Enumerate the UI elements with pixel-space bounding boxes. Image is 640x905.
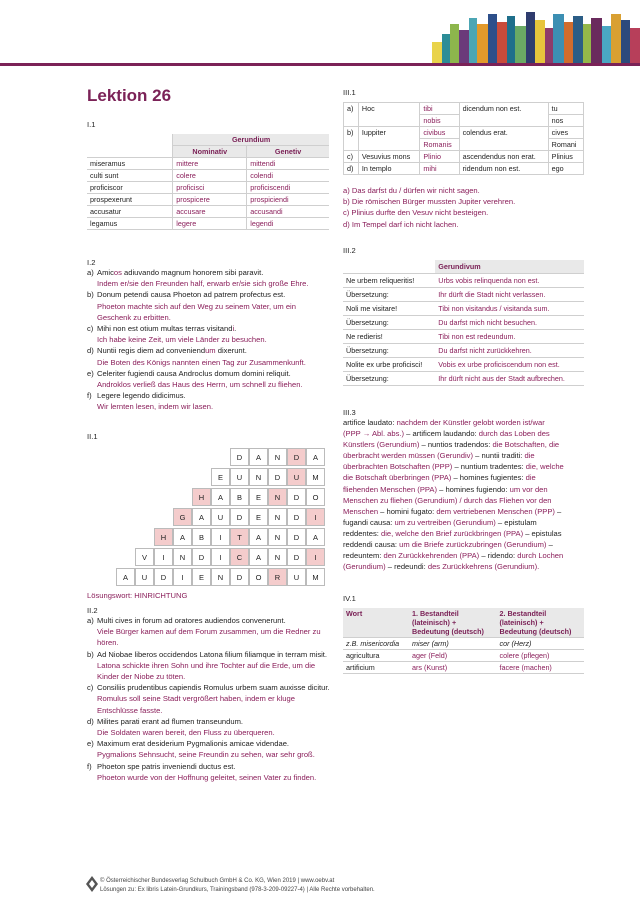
solution-word: Lösungswort: HINRICHTUNG bbox=[87, 591, 188, 600]
section-ii1 bbox=[87, 432, 98, 441]
latin-text: Donum petendi causa Phoeton ad patrem profectus est. bbox=[97, 290, 286, 300]
section-label: III.1 bbox=[343, 88, 356, 97]
translation: Wir lernten lesen, indem wir lasen. bbox=[97, 402, 214, 412]
grid-cell: C bbox=[230, 548, 249, 566]
row-letter: a) bbox=[344, 103, 359, 127]
latin-cell: Ne urbem reliqueritis! bbox=[343, 274, 435, 288]
section-label: IV.1 bbox=[343, 594, 356, 603]
gerundivum-table bbox=[343, 260, 584, 386]
publisher-logo-icon bbox=[86, 876, 98, 892]
text-line: Menschen zu fliehen (Gerundium) / durch das Fliehen vor den bbox=[343, 495, 552, 505]
list-item bbox=[87, 682, 332, 716]
translation: Androklos verließ das Haus des Herrn, um schnell zu fliehen. bbox=[97, 380, 303, 390]
grid-cell: R bbox=[268, 568, 287, 586]
source-line: Lösungen zu: Ex libris Latein-Grundkurs, Trainingsband (978-3-209-09227-4) | Alle Rechte vorbehalten. bbox=[100, 886, 375, 893]
table-group-header: Gerundium bbox=[173, 134, 329, 146]
text-line: Menschen – homini fugato: dem vertriebenen Menschen (PPP) – bbox=[343, 506, 562, 516]
highlight-ending: i bbox=[232, 324, 235, 334]
grid-cell: A bbox=[249, 528, 268, 546]
grid-cell: I bbox=[173, 568, 192, 586]
item-letter: d) bbox=[87, 346, 94, 356]
latin-text: Phoeton spe patris inveniendi ductus est. bbox=[97, 761, 236, 771]
grid-cell: I bbox=[211, 528, 230, 546]
verb-phrase: ascendendus non erat. bbox=[459, 151, 548, 163]
item-letter: b) bbox=[87, 290, 94, 300]
exercise-list bbox=[87, 615, 332, 783]
grid-cell: I bbox=[306, 548, 325, 566]
column-header: Nominativ bbox=[173, 146, 247, 158]
grid-cell: A bbox=[249, 548, 268, 566]
grid-cell: N bbox=[211, 568, 230, 586]
section-label: I.1 bbox=[87, 120, 96, 129]
row-letter: b) bbox=[344, 127, 359, 151]
grid-cell: N bbox=[173, 548, 192, 566]
latin-text: Multi cives in forum ad oratores audiendos convenerunt. bbox=[97, 616, 286, 625]
answer-cell: Du darfst mich nicht besuchen. bbox=[435, 316, 584, 330]
list-item bbox=[87, 615, 332, 649]
answer-cell: Urbs vobis relinquenda non est. bbox=[435, 274, 584, 288]
latin-text: Mihi non est otium multas terras visitand bbox=[97, 324, 233, 334]
grid-cell: D bbox=[287, 448, 306, 466]
grid-cell: D bbox=[230, 508, 249, 526]
grid-cell: A bbox=[249, 448, 268, 466]
list-item bbox=[87, 390, 332, 412]
latin-text: Amic bbox=[97, 268, 114, 277]
section-iii1 bbox=[343, 88, 585, 230]
list-item bbox=[87, 267, 332, 289]
answer-cell: Tibi non est redeundum. bbox=[435, 330, 584, 344]
translation-line: c) Plinius durfte den Vesuv nicht besteigen. bbox=[343, 208, 489, 218]
list-item bbox=[87, 345, 332, 367]
table-row bbox=[344, 151, 584, 163]
grid-cell: T bbox=[230, 528, 249, 546]
item-letter: c) bbox=[87, 324, 94, 334]
grid-cell: D bbox=[268, 468, 287, 486]
translation: Viele Bürger kamen auf dem Forum zusammen, um die Redner zu hören. bbox=[97, 627, 321, 648]
grid-cell: N bbox=[268, 508, 287, 526]
table-row: prospexerunt prospicere prospiciendi bbox=[87, 194, 329, 206]
text-line: fliehenden Menschen (PPA) – homines fugiendo: um vor den bbox=[343, 484, 548, 494]
grid-cell: U bbox=[211, 508, 230, 526]
table-row: culti sunt colere colendi bbox=[87, 170, 329, 182]
text-line: überbracht werden müssen (Gerundiv) – nuntii traditi: die bbox=[343, 451, 535, 461]
translation: Die Boten des Königs nannten einen Tag zur Zusammenkunft. bbox=[97, 357, 306, 367]
translation: Pygmalions Sehnsucht, seine Freundin zu sehen, war sehr groß. bbox=[97, 750, 315, 760]
latin-text: Ad Niobae liberos occidendos Latona filium filiamque in terram misit. bbox=[97, 649, 328, 659]
list-item bbox=[87, 323, 332, 345]
column-header: 1. Bestandteil (lateinisch) + Bedeutung (deutsch) bbox=[409, 608, 497, 638]
grid-cell: D bbox=[230, 448, 249, 466]
table-row bbox=[344, 127, 584, 139]
footer bbox=[100, 877, 375, 894]
table-row: accusatur accusare accusandi bbox=[87, 206, 329, 218]
latin-text: Celeriter fugiendi causa Androclus domum domini reliquit. bbox=[97, 368, 291, 378]
gerundium-table bbox=[87, 134, 329, 230]
translation: Phoeton machte sich auf den Weg zu seinem Vater, um ein Geschenk zu erbitten. bbox=[97, 301, 296, 322]
table-row bbox=[343, 302, 584, 316]
table-row: miseramus mittere mittendi bbox=[87, 158, 329, 170]
header-rule bbox=[0, 63, 640, 66]
text-line: redeuntem: den Zurückkehrenden (PPA) – ridendo: durch Lochen bbox=[343, 551, 564, 561]
answer-cell: Du darfst nicht zurückkehren. bbox=[435, 344, 584, 358]
paragraph bbox=[343, 417, 588, 572]
item-letter: e) bbox=[87, 368, 94, 378]
copyright-line: © Österreichischer Bundesverlag Schulbuch GmbH & Co. KG, Wien 2019 | www.oebv.at bbox=[100, 878, 335, 884]
dative: nobis bbox=[420, 115, 459, 127]
latin-text: adiuvando magnum honorem sibi paravit. bbox=[121, 268, 264, 277]
table-row bbox=[343, 358, 584, 372]
section-label: II.2 bbox=[87, 606, 98, 615]
translation: Phoeton wurde von der Hoffnung geleitet, seinen Vater zu finden. bbox=[97, 772, 317, 782]
grid-cell: G bbox=[173, 508, 192, 526]
subject: Iuppiter bbox=[358, 127, 419, 151]
latin-cell: Übersetzung: bbox=[343, 316, 435, 330]
grid-cell: V bbox=[135, 548, 154, 566]
nominative: cives bbox=[548, 127, 583, 139]
latin-cell: Ne redieris! bbox=[343, 330, 435, 344]
list-item bbox=[87, 738, 332, 760]
table-row: legamus legere legendi bbox=[87, 218, 329, 230]
latin-text: Milites parati erant ad flumen transeundum. bbox=[97, 716, 244, 726]
grid-cell: U bbox=[287, 468, 306, 486]
text-line: (PPP → Abl. abs.) – artificem laudando: durch das Loben des bbox=[343, 429, 550, 439]
column-header: 2. Bestandteil (lateinisch) + Bedeutung (deutsch) bbox=[497, 608, 585, 638]
list-item bbox=[87, 289, 332, 323]
dative: Romanis bbox=[420, 139, 459, 151]
grid-cell: O bbox=[249, 568, 268, 586]
text-line: reddentes: die, welche den Brief zurückbringen (PPA) – epistulas bbox=[343, 528, 562, 538]
translation: Indem er/sie den Freunden half, erwarb er/sie sich große Ehre. bbox=[97, 279, 309, 289]
item-letter: a) bbox=[87, 616, 94, 625]
nominative: nos bbox=[548, 115, 583, 127]
grid-cell: O bbox=[306, 488, 325, 506]
item-letter: f) bbox=[87, 391, 92, 401]
item-letter: d) bbox=[87, 716, 94, 726]
text-line: artifice laudato: nachdem der Künstler gelobt worden ist/war bbox=[343, 418, 545, 427]
table-row: artificium ars (Kunst) facere (machen) bbox=[343, 662, 584, 674]
section-iii3 bbox=[343, 408, 588, 572]
nominative: ego bbox=[548, 163, 583, 175]
text-line: reddendi causa: um die Briefe zurückzubringen (Gerundium) – bbox=[343, 540, 553, 550]
column-header: Wort bbox=[343, 608, 409, 638]
grid-cell: D bbox=[230, 568, 249, 586]
dative: civibus bbox=[420, 127, 459, 139]
grid-cell: A bbox=[116, 568, 135, 586]
section-label: I.2 bbox=[87, 258, 96, 267]
item-letter: b) bbox=[87, 649, 94, 659]
grid-cell: A bbox=[306, 528, 325, 546]
section-label: III.3 bbox=[343, 408, 356, 417]
section-i2 bbox=[87, 258, 332, 413]
grid-cell: I bbox=[211, 548, 230, 566]
table-row bbox=[343, 316, 584, 330]
translation: Latona schickte ihren Sohn und ihre Tochter auf die Erde, um die Kinder der Niobe zu töten. bbox=[97, 660, 316, 682]
answer-cell: Tibi non visitandus / visitanda sum. bbox=[435, 302, 584, 316]
nominative: Plinius bbox=[548, 151, 583, 163]
gerundiv-table bbox=[343, 102, 584, 175]
answer-cell: Vobis ex urbe proficiscendum non est. bbox=[435, 358, 584, 372]
verb-phrase: dicendum non est. bbox=[459, 103, 548, 127]
latin-cell: Übersetzung: bbox=[343, 344, 435, 358]
grid-cell: A bbox=[306, 448, 325, 466]
grid-cell: D bbox=[154, 568, 173, 586]
table-row: z.B. misericordia miser (arm) cor (Herz) bbox=[343, 638, 584, 650]
grid-cell: A bbox=[192, 508, 211, 526]
table-row: proficiscor proficisci proficiscendi bbox=[87, 182, 329, 194]
dative: mihi bbox=[420, 163, 459, 175]
table-row bbox=[343, 274, 584, 288]
grid-cell: D bbox=[287, 548, 306, 566]
row-letter: d) bbox=[344, 163, 359, 175]
table-row bbox=[343, 330, 584, 344]
grid-cell: N bbox=[268, 548, 287, 566]
grid-cell: I bbox=[154, 548, 173, 566]
row-letter: c) bbox=[344, 151, 359, 163]
verb-phrase: colendus erat. bbox=[459, 127, 548, 151]
grid-cell: N bbox=[268, 488, 287, 506]
text-line: die Botschaft überbringen (PPA) – homines fugientes: die bbox=[343, 473, 536, 483]
column-header: Genetiv bbox=[247, 146, 329, 158]
grid-cell: I bbox=[306, 508, 325, 526]
grid-cell: B bbox=[230, 488, 249, 506]
item-letter: a) bbox=[87, 268, 94, 277]
latin-text: . bbox=[234, 324, 237, 334]
translation-list bbox=[343, 185, 585, 230]
grid-cell: N bbox=[268, 448, 287, 466]
table-row bbox=[343, 372, 584, 386]
latin-cell: Übersetzung: bbox=[343, 288, 435, 302]
latin-text: Consiliis prudentibus capiendis Romulus urbem suam auxisse dicitur. bbox=[97, 683, 330, 693]
translation: Ich habe keine Zeit, um viele Länder zu besuchen. bbox=[97, 335, 267, 345]
grid-cell: H bbox=[154, 528, 173, 546]
list-item bbox=[87, 761, 332, 783]
dative: Plinio bbox=[420, 151, 459, 163]
grid-cell: E bbox=[192, 568, 211, 586]
latin-cell: Noli me visitare! bbox=[343, 302, 435, 316]
text-line: Künstlers (Gerundium) – nuntios tradendos: die Botschaften, die bbox=[343, 440, 560, 450]
verb-phrase: ridendum non est. bbox=[459, 163, 548, 175]
text-line: (Gerundium) – redeundi: des Zurückkehrens (Gerundium). bbox=[343, 562, 540, 572]
page-title: Lektion 26 bbox=[87, 86, 172, 105]
latin-text: Legere legendo didicimus. bbox=[97, 391, 186, 401]
grid-cell: D bbox=[287, 488, 306, 506]
translation-line: d) Im Tempel darf ich nicht lachen. bbox=[343, 219, 459, 229]
nominative: Romani bbox=[548, 139, 583, 151]
grid-cell: M bbox=[306, 468, 325, 486]
table-row: agricultura ager (Feld) colere (pflegen) bbox=[343, 650, 584, 662]
latin-text: Maximum erat desiderium Pygmalionis amicae videndae. bbox=[97, 739, 290, 749]
answer-cell: Ihr dürft nicht aus der Stadt aufbrechen. bbox=[435, 372, 584, 386]
item-letter: c) bbox=[87, 683, 94, 693]
grid-cell: D bbox=[192, 548, 211, 566]
grid-cell: D bbox=[287, 528, 306, 546]
subject: Hoc bbox=[358, 103, 419, 127]
grid-cell: N bbox=[268, 528, 287, 546]
answer-cell: Ihr dürft die Stadt nicht verlassen. bbox=[435, 288, 584, 302]
grid-cell: M bbox=[306, 568, 325, 586]
section-label: III.2 bbox=[343, 246, 356, 255]
latin-cell: Übersetzung: bbox=[343, 372, 435, 386]
nominative: tu bbox=[548, 103, 583, 115]
grid-cell: E bbox=[249, 488, 268, 506]
subject: In templo bbox=[358, 163, 419, 175]
subject: Vesuvius mons bbox=[358, 151, 419, 163]
table-row bbox=[344, 163, 584, 175]
list-item bbox=[87, 649, 332, 683]
grid-cell: U bbox=[287, 568, 306, 586]
item-letter: f) bbox=[87, 761, 92, 771]
table-row bbox=[344, 103, 584, 115]
section-ii2 bbox=[87, 606, 332, 783]
translation: Romulus soll seine Stadt vergrößert haben, indem er kluge Entschlüsse fasste. bbox=[97, 694, 295, 715]
dative: tibi bbox=[420, 103, 459, 115]
grid-cell: U bbox=[230, 468, 249, 486]
highlight-ending: os bbox=[113, 268, 122, 277]
word-parts-table bbox=[343, 608, 584, 674]
section-iii2 bbox=[343, 246, 585, 386]
translation: Die Soldaten waren bereit, den Fluss zu überqueren. bbox=[97, 728, 275, 738]
grid-cell: U bbox=[135, 568, 154, 586]
grid-cell: B bbox=[192, 528, 211, 546]
grid-cell: E bbox=[211, 468, 230, 486]
item-letter: e) bbox=[87, 739, 94, 749]
list-item bbox=[87, 368, 332, 390]
bookshelf-illustration bbox=[428, 0, 640, 64]
grid-cell: A bbox=[211, 488, 230, 506]
latin-text: Nuntii regis diem ad conveniend bbox=[97, 346, 206, 356]
table-row bbox=[343, 288, 584, 302]
translation-line: b) Die römischen Bürger mussten Jupiter verehren. bbox=[343, 197, 516, 207]
table-row bbox=[343, 344, 584, 358]
translation-line: a) Das darfst du / dürfen wir nicht sagen. bbox=[343, 186, 480, 195]
grid-cell: N bbox=[249, 468, 268, 486]
grid-cell: D bbox=[287, 508, 306, 526]
highlight-ending: um bbox=[205, 346, 216, 356]
text-line: fugandi causa: um zu vertreiben (Gerundium) – epistulam bbox=[343, 517, 537, 527]
section-iv1 bbox=[343, 594, 585, 674]
section-i1 bbox=[87, 120, 329, 230]
column-header: Gerundivum bbox=[435, 260, 584, 274]
text-line: überbrachten Botschaften (PPP) – nuntium tradentes: die, welche bbox=[343, 462, 564, 472]
grid-cell: E bbox=[249, 508, 268, 526]
latin-cell: Nolite ex urbe proficisci! bbox=[343, 358, 435, 372]
list-item bbox=[87, 716, 332, 738]
grid-cell: H bbox=[192, 488, 211, 506]
grid-cell: A bbox=[173, 528, 192, 546]
latin-text: dixerunt. bbox=[215, 346, 247, 356]
exercise-list bbox=[87, 267, 332, 413]
section-label: II.1 bbox=[87, 432, 98, 441]
